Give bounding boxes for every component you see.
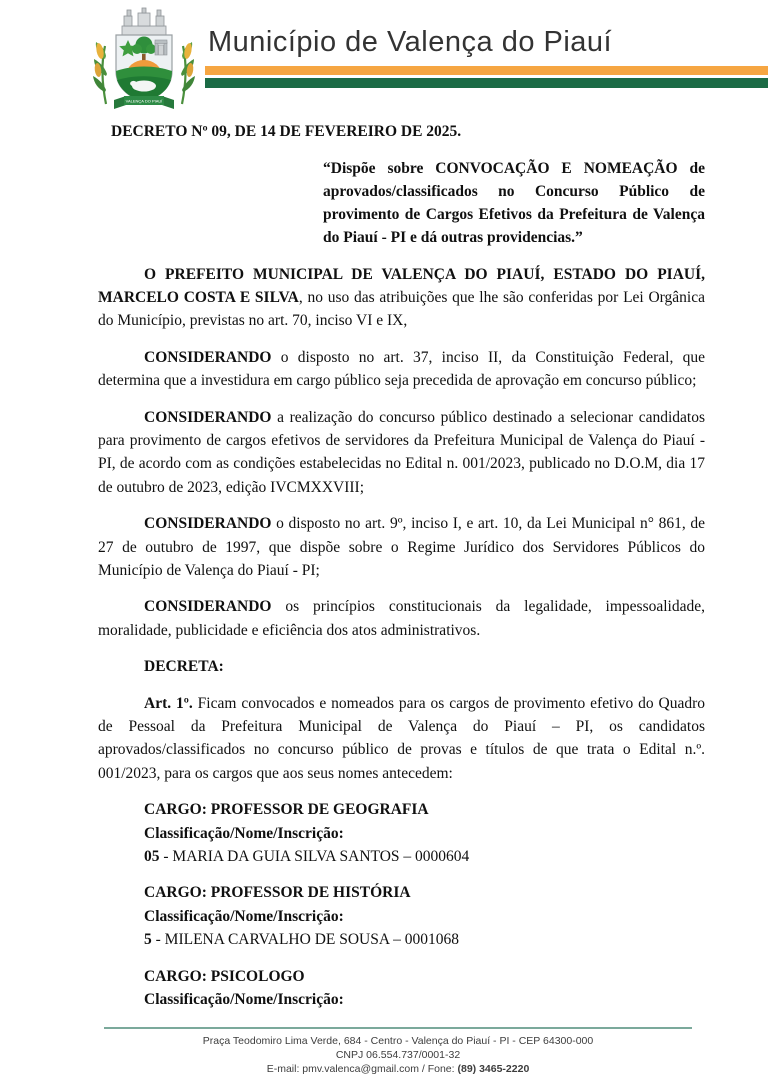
- paragraph-preamble: [98, 263, 705, 333]
- municipality-coat-of-arms-icon: [84, 4, 204, 124]
- article-1-bold: Art. 1º.: [144, 695, 193, 713]
- gate-icon: [155, 40, 167, 55]
- footer-contact: [104, 1062, 692, 1076]
- footer-address: Praça Teodomiro Lima Verde, 684 - Centro - Valença do Piauí - PI - CEP 64300-000: [202, 1035, 594, 1047]
- preamble-bold: O PREFEITO MUNICIPAL DE VALENÇA DO PIAUÍ, ESTADO DO PIAUÍ, MARCELO COSTA E SILVA: [98, 266, 705, 307]
- article-1-rest: Ficam convocados e nomeados para os cargos de provimento efetivo do Quadro de Pessoal da Prefeitura Municipal de Valença do Piauí – PI, os candidatos aprovados/classificados no concurso público de provas e títulos de que trata o Edital n.º. 001/2023, para os cargos que aos seus nomes antecedem:: [98, 695, 706, 782]
- cargo-title: CARGO: PROFESSOR DE HISTÓRIA: [144, 884, 411, 902]
- decree-body: [98, 120, 705, 1025]
- considerando-2-bold: CONSIDERANDO: [144, 409, 272, 427]
- cargo-title: CARGO: PROFESSOR DE GEOGRAFIA: [144, 801, 429, 819]
- cargo-block-geografia: [144, 798, 705, 868]
- footer-phone: (89) 3465-2220: [457, 1063, 530, 1075]
- corn-stalk-right: [181, 42, 195, 104]
- mural-crown-icon: [122, 8, 166, 35]
- decree-title: DECRETO Nº 09, DE 14 DE FEVEREIRO DE 2025.: [111, 123, 462, 140]
- paragraph-considerando-1: [98, 346, 705, 392]
- considerando-2-rest: a realização do concurso público destinado a selecionar candidatos para provimento de cargos efetivos de servidores da Prefeitura Municipal de Valença do Piauí - PI, de acordo com as condições estabelecidas no Edital n. 001/2023, publicado no D.O.M, dia 17 de outubro de 2023, edição IVCMXXVIII;: [98, 409, 705, 496]
- considerando-1-rest: o disposto no art. 37, inciso II, da Constituição Federal, que determina que a investidura em cargo público seja precedida de aprovação em concurso público;: [98, 349, 705, 390]
- footer-divider: [104, 1027, 692, 1029]
- header-green-bar: [205, 78, 768, 88]
- municipality-name: Município de Valença do Piauí: [208, 26, 613, 58]
- banner-ribbon: [114, 96, 174, 109]
- footer-email-label: E-mail: pmv.valenca@gmail.com / Fone:: [266, 1063, 458, 1075]
- preamble-rest: , no uso das atribuições que lhe são conferidas por Lei Orgânica do Município, previstas no art. 70, inciso VI e IX,: [98, 289, 705, 330]
- paragraph-considerando-2: [98, 406, 705, 499]
- entry-name: - MILENA CARVALHO DE SOUSA – 0001068: [151, 930, 459, 948]
- header-orange-bar: [205, 66, 768, 75]
- banner-text: VALENÇA DO PIAUÍ: [125, 98, 163, 104]
- cargo-label: Classificação/Nome/Inscrição:: [144, 990, 344, 1008]
- footer: [104, 1034, 692, 1076]
- entry-rank: 5: [144, 930, 152, 948]
- corn-stalk-left: [93, 42, 107, 104]
- cargo-entry: [144, 928, 705, 951]
- cargo-block-psicologo: [144, 965, 705, 1011]
- cargo-entry: [144, 845, 705, 868]
- cargo-label: Classificação/Nome/Inscrição:: [144, 907, 344, 925]
- cargo-title: CARGO: PSICOLOGO: [144, 967, 305, 985]
- decreta-heading: DECRETA:: [144, 658, 224, 676]
- considerando-1-bold: CONSIDERANDO: [144, 349, 272, 367]
- considerando-3-bold: CONSIDERANDO: [144, 515, 272, 533]
- entry-rank: 05: [144, 847, 160, 865]
- considerando-4-bold: CONSIDERANDO: [144, 598, 272, 616]
- cargo-label: Classificação/Nome/Inscrição:: [144, 824, 344, 842]
- footer-cnpj: CNPJ 06.554.737/0001-32: [335, 1049, 461, 1061]
- entry-name: - MARIA DA GUIA SILVA SANTOS – 0000604: [159, 847, 470, 865]
- paragraph-article-1: [98, 692, 705, 785]
- considerando-4-rest: os princípios constitucionais da legalidade, impessoalidade, moralidade, publicidade e eficiência dos atos administrativos.: [98, 598, 705, 639]
- considerando-3-rest: o disposto no art. 9º, inciso I, e art. 10, da Lei Municipal n° 861, de 27 de outubro de 1997, que dispõe sobre o Regime Jurídico dos Servidores Públicos do Município de Valença do Piauí - PI;: [98, 515, 705, 579]
- paragraph-considerando-3: [98, 512, 705, 582]
- decree-epigraph: “Dispõe sobre CONVOCAÇÃO E NOMEAÇÃO de aprovados/classificados no Concurso Público de provimento de Cargos Efetivos da Prefeitura de Valença do Piauí - PI e dá outras providencias.”: [323, 159, 705, 247]
- cargo-block-historia: [144, 881, 705, 951]
- paragraph-considerando-4: [98, 595, 705, 641]
